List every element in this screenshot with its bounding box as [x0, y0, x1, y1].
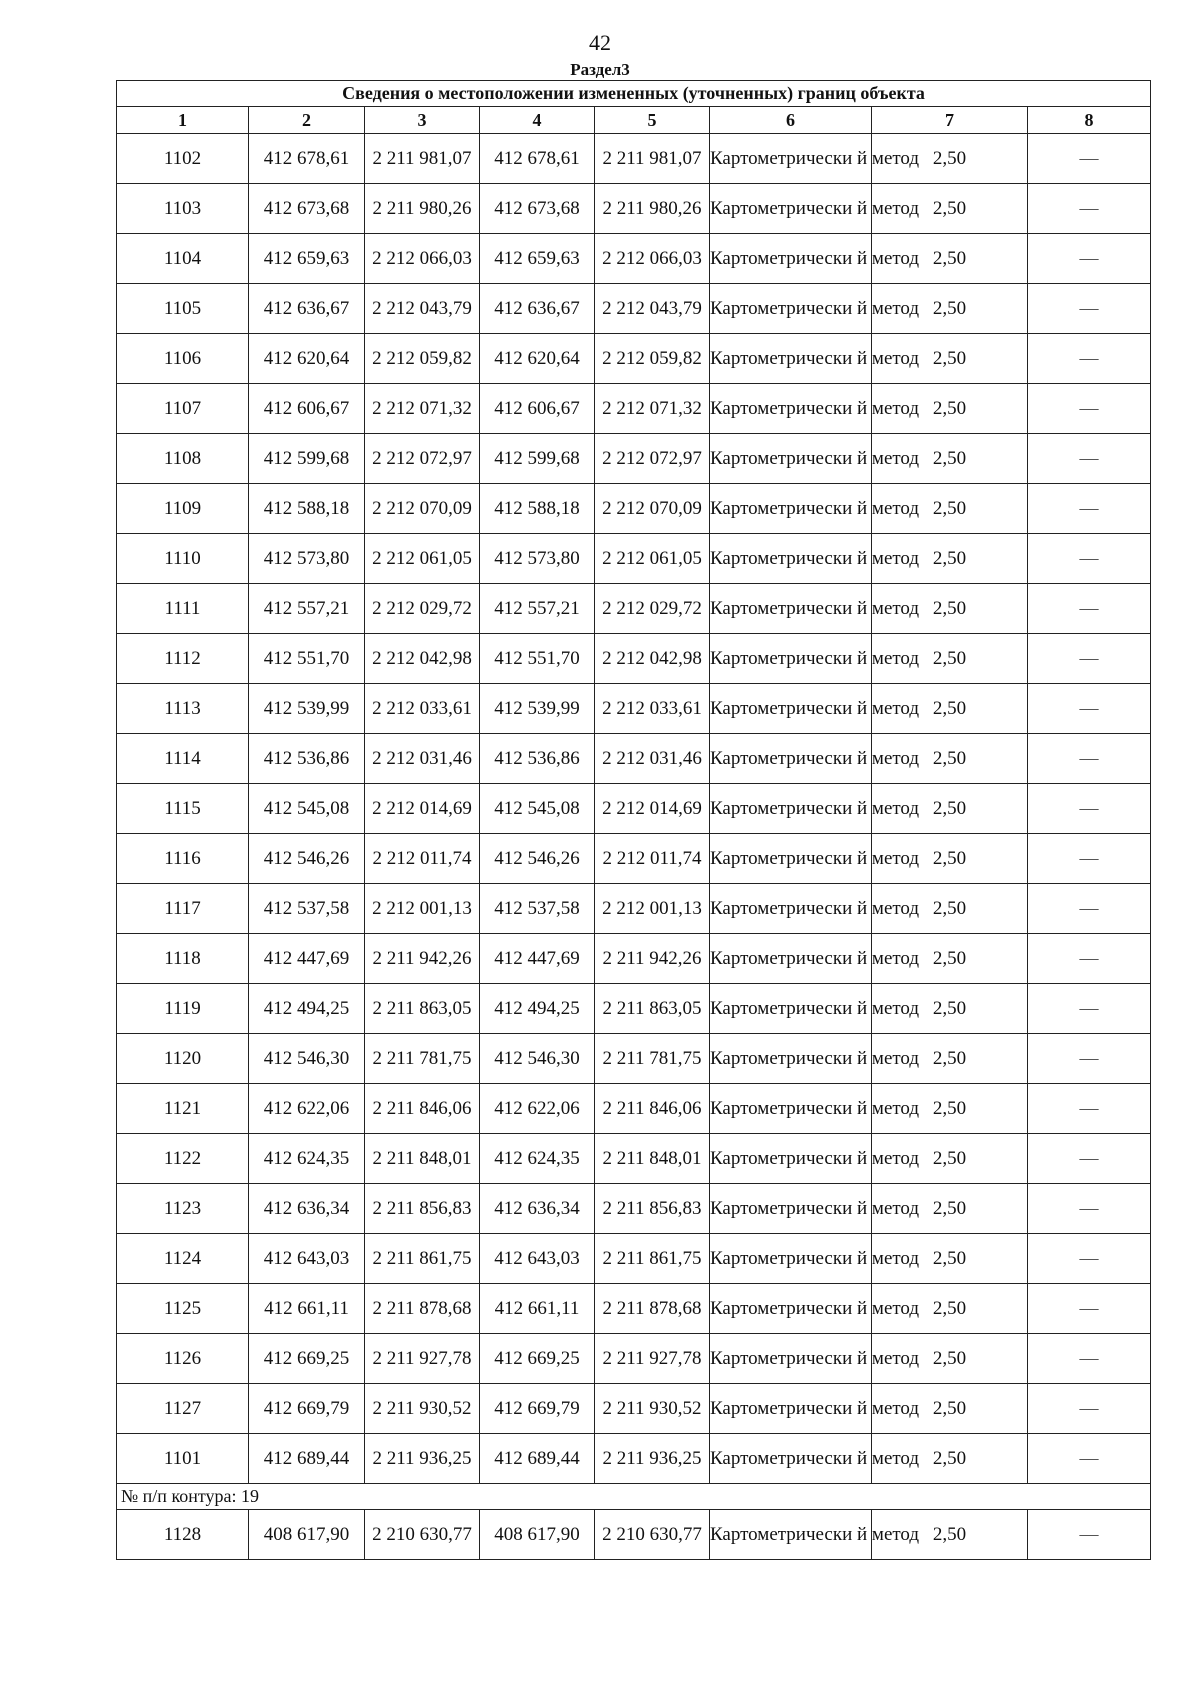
- table-row: [117, 1510, 1151, 1560]
- table-row: [117, 284, 1151, 334]
- x-new-cell: 412 622,06: [480, 1084, 595, 1134]
- accuracy-cell: 2,50: [872, 334, 1028, 384]
- method-cell: Картометрически й метод: [710, 1184, 872, 1234]
- point-number-cell: 1116: [117, 834, 249, 884]
- y-new-cell: 2 211 981,07: [595, 134, 710, 184]
- note-cell: —: [1028, 784, 1151, 834]
- x-old-cell: 412 669,79: [249, 1384, 365, 1434]
- accuracy-cell: 2,50: [872, 934, 1028, 984]
- y-new-cell: 2 212 031,46: [595, 734, 710, 784]
- y-new-cell: 2 212 029,72: [595, 584, 710, 634]
- y-old-cell: 2 211 878,68: [365, 1284, 480, 1334]
- x-new-cell: 412 551,70: [480, 634, 595, 684]
- y-old-cell: 2 211 856,83: [365, 1184, 480, 1234]
- column-number: 6: [710, 107, 872, 134]
- method-cell: Картометрически й метод: [710, 1234, 872, 1284]
- note-cell: —: [1028, 284, 1151, 334]
- y-old-cell: 2 212 001,13: [365, 884, 480, 934]
- table-row: [117, 984, 1151, 1034]
- accuracy-cell: 2,50: [872, 1384, 1028, 1434]
- accuracy-cell: 2,50: [872, 1434, 1028, 1484]
- y-new-cell: 2 212 061,05: [595, 534, 710, 584]
- column-number: 3: [365, 107, 480, 134]
- table-row: [117, 1034, 1151, 1084]
- y-old-cell: 2 211 781,75: [365, 1034, 480, 1084]
- table-row: [117, 534, 1151, 584]
- table-row: [117, 1284, 1151, 1334]
- point-number-cell: 1117: [117, 884, 249, 934]
- note-cell: —: [1028, 734, 1151, 784]
- note-cell: —: [1028, 434, 1151, 484]
- method-cell: Картометрически й метод: [710, 1034, 872, 1084]
- x-new-cell: 412 624,35: [480, 1134, 595, 1184]
- y-old-cell: 2 212 014,69: [365, 784, 480, 834]
- point-number-cell: 1115: [117, 784, 249, 834]
- table-caption-row: [117, 81, 1151, 107]
- accuracy-cell: 2,50: [872, 484, 1028, 534]
- y-old-cell: 2 211 861,75: [365, 1234, 480, 1284]
- note-cell: —: [1028, 934, 1151, 984]
- table-row: [117, 134, 1151, 184]
- note-cell: —: [1028, 634, 1151, 684]
- y-new-cell: 2 212 033,61: [595, 684, 710, 734]
- accuracy-cell: 2,50: [872, 1234, 1028, 1284]
- point-number-cell: 1120: [117, 1034, 249, 1084]
- note-cell: —: [1028, 1510, 1151, 1560]
- column-number: 5: [595, 107, 710, 134]
- table-row: [117, 584, 1151, 634]
- y-new-cell: 2 211 942,26: [595, 934, 710, 984]
- x-new-cell: 412 536,86: [480, 734, 595, 784]
- x-old-cell: 412 588,18: [249, 484, 365, 534]
- note-cell: —: [1028, 334, 1151, 384]
- point-number-cell: 1111: [117, 584, 249, 634]
- x-old-cell: 412 537,58: [249, 884, 365, 934]
- table-row: [117, 234, 1151, 284]
- x-old-cell: 412 636,67: [249, 284, 365, 334]
- accuracy-cell: 2,50: [872, 1134, 1028, 1184]
- accuracy-cell: 2,50: [872, 434, 1028, 484]
- x-new-cell: 412 557,21: [480, 584, 595, 634]
- x-new-cell: 412 661,11: [480, 1284, 595, 1334]
- x-new-cell: 412 659,63: [480, 234, 595, 284]
- x-new-cell: 412 545,08: [480, 784, 595, 834]
- note-cell: —: [1028, 834, 1151, 884]
- table-row: [117, 1334, 1151, 1384]
- table-row: [117, 384, 1151, 434]
- point-number-cell: 1102: [117, 134, 249, 184]
- x-new-cell: 412 643,03: [480, 1234, 595, 1284]
- x-new-cell: 412 599,68: [480, 434, 595, 484]
- x-new-cell: 412 546,26: [480, 834, 595, 884]
- y-new-cell: 2 211 846,06: [595, 1084, 710, 1134]
- point-number-cell: 1119: [117, 984, 249, 1034]
- x-new-cell: 412 537,58: [480, 884, 595, 934]
- x-old-cell: 412 659,63: [249, 234, 365, 284]
- y-new-cell: 2 212 070,09: [595, 484, 710, 534]
- column-number-row: [117, 107, 1151, 134]
- contour-label: № п/п контура: 19: [117, 1484, 1151, 1510]
- note-cell: —: [1028, 684, 1151, 734]
- page-number: 42: [589, 30, 611, 55]
- y-new-cell: 2 211 848,01: [595, 1134, 710, 1184]
- y-old-cell: 2 211 936,25: [365, 1434, 480, 1484]
- x-new-cell: 412 673,68: [480, 184, 595, 234]
- y-new-cell: 2 211 856,83: [595, 1184, 710, 1234]
- y-new-cell: 2 211 930,52: [595, 1384, 710, 1434]
- accuracy-cell: 2,50: [872, 834, 1028, 884]
- x-old-cell: 412 673,68: [249, 184, 365, 234]
- table-row: [117, 734, 1151, 784]
- point-number-cell: 1125: [117, 1284, 249, 1334]
- method-cell: Картометрически й метод: [710, 334, 872, 384]
- accuracy-cell: 2,50: [872, 1034, 1028, 1084]
- accuracy-cell: 2,50: [872, 734, 1028, 784]
- column-number: 7: [872, 107, 1028, 134]
- y-new-cell: 2 211 863,05: [595, 984, 710, 1034]
- column-number: 1: [117, 107, 249, 134]
- x-old-cell: 412 599,68: [249, 434, 365, 484]
- method-cell: Картометрически й метод: [710, 684, 872, 734]
- method-cell: Картометрически й метод: [710, 1334, 872, 1384]
- note-cell: —: [1028, 1434, 1151, 1484]
- table-row: [117, 434, 1151, 484]
- method-cell: Картометрически й метод: [710, 1384, 872, 1434]
- x-old-cell: 412 447,69: [249, 934, 365, 984]
- y-old-cell: 2 211 848,01: [365, 1134, 480, 1184]
- y-old-cell: 2 212 061,05: [365, 534, 480, 584]
- method-cell: Картометрически й метод: [710, 1284, 872, 1334]
- x-new-cell: 412 620,64: [480, 334, 595, 384]
- table-row: [117, 934, 1151, 984]
- y-old-cell: 2 212 031,46: [365, 734, 480, 784]
- method-cell: Картометрически й метод: [710, 784, 872, 834]
- x-old-cell: 412 661,11: [249, 1284, 365, 1334]
- column-number: 4: [480, 107, 595, 134]
- y-new-cell: 2 212 071,32: [595, 384, 710, 434]
- y-new-cell: 2 212 011,74: [595, 834, 710, 884]
- x-old-cell: 408 617,90: [249, 1510, 365, 1560]
- y-new-cell: 2 211 936,25: [595, 1434, 710, 1484]
- x-new-cell: 412 447,69: [480, 934, 595, 984]
- column-number: 8: [1028, 107, 1151, 134]
- table-row: [117, 684, 1151, 734]
- y-old-cell: 2 212 072,97: [365, 434, 480, 484]
- table-row: [117, 884, 1151, 934]
- y-old-cell: 2 212 029,72: [365, 584, 480, 634]
- y-old-cell: 2 212 066,03: [365, 234, 480, 284]
- point-number-cell: 1121: [117, 1084, 249, 1134]
- accuracy-cell: 2,50: [872, 584, 1028, 634]
- y-new-cell: 2 211 927,78: [595, 1334, 710, 1384]
- table-row: [117, 634, 1151, 684]
- x-new-cell: 412 636,67: [480, 284, 595, 334]
- method-cell: Картометрически й метод: [710, 184, 872, 234]
- y-new-cell: 2 212 042,98: [595, 634, 710, 684]
- accuracy-cell: 2,50: [872, 134, 1028, 184]
- table-row: [117, 1234, 1151, 1284]
- accuracy-cell: 2,50: [872, 1084, 1028, 1134]
- method-cell: Картометрически й метод: [710, 884, 872, 934]
- note-cell: —: [1028, 134, 1151, 184]
- method-cell: Картометрически й метод: [710, 1084, 872, 1134]
- point-number-cell: 1108: [117, 434, 249, 484]
- x-new-cell: 412 588,18: [480, 484, 595, 534]
- y-new-cell: 2 212 072,97: [595, 434, 710, 484]
- note-cell: —: [1028, 984, 1151, 1034]
- contour-row: [117, 1484, 1151, 1510]
- y-new-cell: 2 212 014,69: [595, 784, 710, 834]
- x-old-cell: 412 546,26: [249, 834, 365, 884]
- table-row: [117, 784, 1151, 834]
- table-row: [117, 1384, 1151, 1434]
- y-old-cell: 2 212 070,09: [365, 484, 480, 534]
- accuracy-cell: 2,50: [872, 1334, 1028, 1384]
- point-number-cell: 1126: [117, 1334, 249, 1384]
- point-number-cell: 1124: [117, 1234, 249, 1284]
- y-old-cell: 2 212 042,98: [365, 634, 480, 684]
- y-new-cell: 2 211 781,75: [595, 1034, 710, 1084]
- accuracy-cell: 2,50: [872, 884, 1028, 934]
- y-old-cell: 2 211 942,26: [365, 934, 480, 984]
- method-cell: Картометрически й метод: [710, 834, 872, 884]
- accuracy-cell: 2,50: [872, 984, 1028, 1034]
- note-cell: —: [1028, 234, 1151, 284]
- y-old-cell: 2 211 863,05: [365, 984, 480, 1034]
- x-new-cell: 412 606,67: [480, 384, 595, 434]
- x-old-cell: 412 643,03: [249, 1234, 365, 1284]
- accuracy-cell: 2,50: [872, 1184, 1028, 1234]
- point-number-cell: 1107: [117, 384, 249, 434]
- point-number-cell: 1123: [117, 1184, 249, 1234]
- x-old-cell: 412 536,86: [249, 734, 365, 784]
- method-cell: Картометрически й метод: [710, 434, 872, 484]
- point-number-cell: 1127: [117, 1384, 249, 1434]
- y-old-cell: 2 210 630,77: [365, 1510, 480, 1560]
- x-old-cell: 412 557,21: [249, 584, 365, 634]
- x-old-cell: 412 620,64: [249, 334, 365, 384]
- y-old-cell: 2 211 927,78: [365, 1334, 480, 1384]
- table-row: [117, 184, 1151, 234]
- table-row: [117, 1084, 1151, 1134]
- method-cell: Картометрически й метод: [710, 1434, 872, 1484]
- point-number-cell: 1128: [117, 1510, 249, 1560]
- method-cell: Картометрически й метод: [710, 234, 872, 284]
- y-old-cell: 2 211 846,06: [365, 1084, 480, 1134]
- point-number-cell: 1112: [117, 634, 249, 684]
- note-cell: —: [1028, 584, 1151, 634]
- y-new-cell: 2 210 630,77: [595, 1510, 710, 1560]
- note-cell: —: [1028, 484, 1151, 534]
- x-old-cell: 412 546,30: [249, 1034, 365, 1084]
- x-old-cell: 412 669,25: [249, 1334, 365, 1384]
- method-cell: Картометрически й метод: [710, 134, 872, 184]
- accuracy-cell: 2,50: [872, 284, 1028, 334]
- x-old-cell: 412 624,35: [249, 1134, 365, 1184]
- method-cell: Картометрически й метод: [710, 934, 872, 984]
- method-cell: Картометрически й метод: [710, 584, 872, 634]
- method-cell: Картометрически й метод: [710, 734, 872, 784]
- y-old-cell: 2 212 011,74: [365, 834, 480, 884]
- point-number-cell: 1105: [117, 284, 249, 334]
- y-new-cell: 2 211 878,68: [595, 1284, 710, 1334]
- section-title: Раздел3: [570, 60, 630, 79]
- method-cell: Картометрически й метод: [710, 384, 872, 434]
- x-new-cell: 412 636,34: [480, 1184, 595, 1234]
- x-old-cell: 412 539,99: [249, 684, 365, 734]
- point-number-cell: 1110: [117, 534, 249, 584]
- note-cell: —: [1028, 1034, 1151, 1084]
- method-cell: Картометрически й метод: [710, 1134, 872, 1184]
- accuracy-cell: 2,50: [872, 634, 1028, 684]
- note-cell: —: [1028, 1284, 1151, 1334]
- point-number-cell: 1104: [117, 234, 249, 284]
- table-caption: Сведения о местоположении измененных (уточненных) границ объекта: [117, 81, 1151, 107]
- x-new-cell: 412 494,25: [480, 984, 595, 1034]
- x-old-cell: 412 636,34: [249, 1184, 365, 1234]
- note-cell: —: [1028, 1384, 1151, 1434]
- method-cell: Картометрически й метод: [710, 534, 872, 584]
- table-row: [117, 1134, 1151, 1184]
- y-old-cell: 2 212 033,61: [365, 684, 480, 734]
- x-old-cell: 412 494,25: [249, 984, 365, 1034]
- method-cell: Картометрически й метод: [710, 1510, 872, 1560]
- note-cell: —: [1028, 534, 1151, 584]
- accuracy-cell: 2,50: [872, 784, 1028, 834]
- accuracy-cell: 2,50: [872, 1510, 1028, 1560]
- x-new-cell: 412 546,30: [480, 1034, 595, 1084]
- x-new-cell: 412 669,25: [480, 1334, 595, 1384]
- table-row: [117, 834, 1151, 884]
- x-old-cell: 412 606,67: [249, 384, 365, 434]
- point-number-cell: 1118: [117, 934, 249, 984]
- y-new-cell: 2 211 861,75: [595, 1234, 710, 1284]
- point-number-cell: 1109: [117, 484, 249, 534]
- note-cell: —: [1028, 884, 1151, 934]
- point-number-cell: 1114: [117, 734, 249, 784]
- y-new-cell: 2 212 001,13: [595, 884, 710, 934]
- column-number: 2: [249, 107, 365, 134]
- table-row: [117, 334, 1151, 384]
- point-number-cell: 1122: [117, 1134, 249, 1184]
- method-cell: Картометрически й метод: [710, 634, 872, 684]
- point-number-cell: 1103: [117, 184, 249, 234]
- x-old-cell: 412 545,08: [249, 784, 365, 834]
- x-new-cell: 412 678,61: [480, 134, 595, 184]
- x-old-cell: 412 678,61: [249, 134, 365, 184]
- note-cell: —: [1028, 1134, 1151, 1184]
- y-new-cell: 2 211 980,26: [595, 184, 710, 234]
- accuracy-cell: 2,50: [872, 534, 1028, 584]
- table-row: [117, 484, 1151, 534]
- x-new-cell: 412 669,79: [480, 1384, 595, 1434]
- x-old-cell: 412 551,70: [249, 634, 365, 684]
- accuracy-cell: 2,50: [872, 184, 1028, 234]
- x-old-cell: 412 622,06: [249, 1084, 365, 1134]
- point-number-cell: 1113: [117, 684, 249, 734]
- note-cell: —: [1028, 1334, 1151, 1384]
- x-new-cell: 412 689,44: [480, 1434, 595, 1484]
- accuracy-cell: 2,50: [872, 1284, 1028, 1334]
- point-number-cell: 1101: [117, 1434, 249, 1484]
- y-old-cell: 2 212 043,79: [365, 284, 480, 334]
- method-cell: Картометрически й метод: [710, 284, 872, 334]
- table-row: [117, 1184, 1151, 1234]
- y-old-cell: 2 211 930,52: [365, 1384, 480, 1434]
- table-row: [117, 1434, 1151, 1484]
- x-new-cell: 408 617,90: [480, 1510, 595, 1560]
- method-cell: Картометрически й метод: [710, 484, 872, 534]
- x-old-cell: 412 573,80: [249, 534, 365, 584]
- method-cell: Картометрически й метод: [710, 984, 872, 1034]
- note-cell: —: [1028, 1184, 1151, 1234]
- y-old-cell: 2 211 980,26: [365, 184, 480, 234]
- y-old-cell: 2 212 059,82: [365, 334, 480, 384]
- note-cell: —: [1028, 184, 1151, 234]
- x-old-cell: 412 689,44: [249, 1434, 365, 1484]
- y-new-cell: 2 212 059,82: [595, 334, 710, 384]
- y-new-cell: 2 212 043,79: [595, 284, 710, 334]
- note-cell: —: [1028, 1084, 1151, 1134]
- point-number-cell: 1106: [117, 334, 249, 384]
- x-new-cell: 412 573,80: [480, 534, 595, 584]
- accuracy-cell: 2,50: [872, 384, 1028, 434]
- accuracy-cell: 2,50: [872, 684, 1028, 734]
- coordinates-table: [116, 80, 1151, 1560]
- note-cell: —: [1028, 1234, 1151, 1284]
- note-cell: —: [1028, 384, 1151, 434]
- y-old-cell: 2 211 981,07: [365, 134, 480, 184]
- x-new-cell: 412 539,99: [480, 684, 595, 734]
- accuracy-cell: 2,50: [872, 234, 1028, 284]
- y-new-cell: 2 212 066,03: [595, 234, 710, 284]
- y-old-cell: 2 212 071,32: [365, 384, 480, 434]
